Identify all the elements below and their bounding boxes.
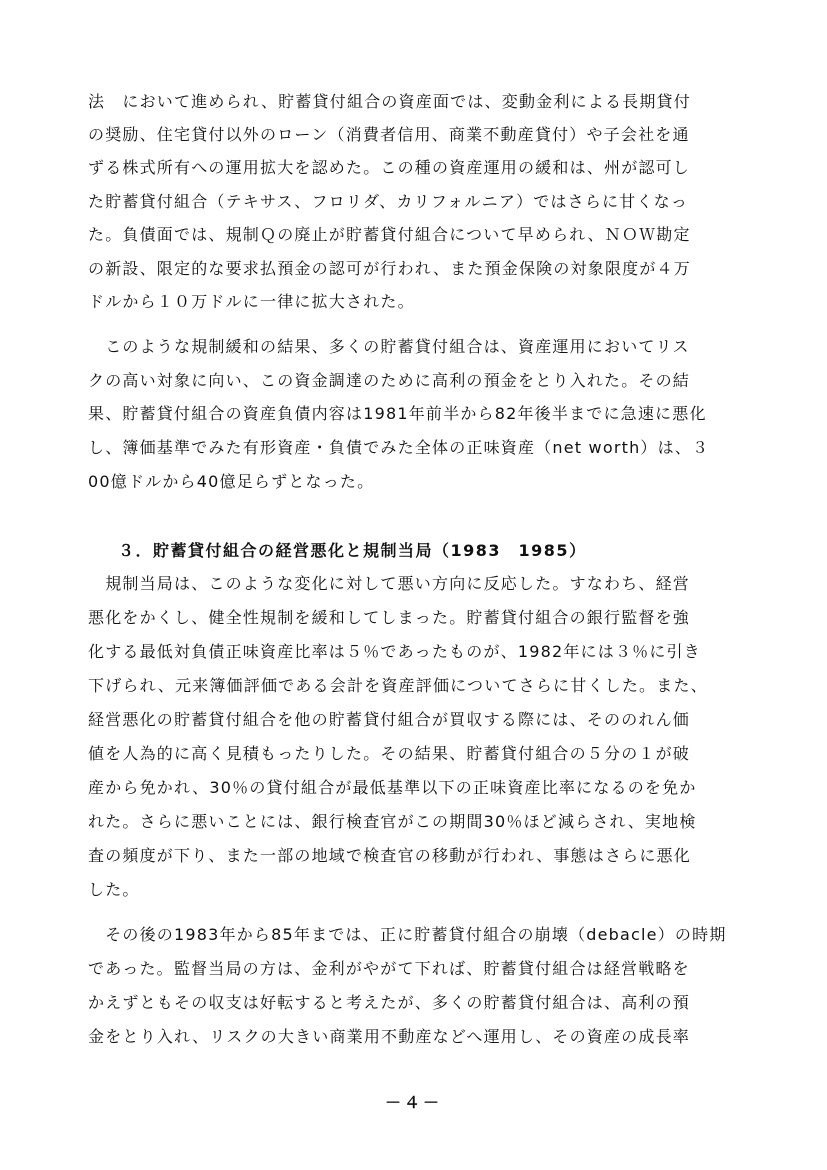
text-line: かえずともその収支は好転すると考えたが、多くの貯蓄貸付組合は、高利の預 [88,993,691,1012]
text-line: であった。監督当局の方は、金利がやがて下れば、貯蓄貸付組合は経営戦略を [88,959,690,978]
text-line: た貯蓄貸付組合（テキサス、フロリダ、カリフォルニア）ではさらに甘くなっ [88,192,689,211]
page-number: －４－ [384,1093,442,1112]
text-line: 00億ドルから40億足らずとなった。 [88,472,375,491]
text-line: 査の頻度が下り、また一部の地域で検査官の移動が行われ、事態はさらに悪化 [88,846,691,865]
text-line: 産から免かれ、30％の貸付組合が最低基準以下の正味資産比率になるのを免か [88,778,697,797]
text-line: ドルから１０万ドルに一律に拡大された。 [88,292,415,311]
text-line: 規制当局は、このような変化に対して悪い方向に反応した。すなわち、経営 [88,574,691,593]
text-line: その後の1983年から85年までは、正に貯蓄貸付組合の崩壊（debacle）の時期 [88,925,727,944]
text-line: ずる株式所有への運用拡大を認めた。この種の資産運用の緩和は、州が認可し [88,158,691,177]
text-line: 金をとり入れ、リスクの大きい商業用不動産などへ運用し、その資産の成長率 [88,1027,691,1046]
text-line: このような規制緩和の結果、多くの貯蓄貸付組合は、資産運用においてリス [88,337,690,356]
text-line: クの高い対象に向い、この資金調達のために高利の預金をとり入れた。その結 [88,371,691,390]
section-heading: ３．貯蓄貸付組合の経営悪化と規制当局（1983 1985） [118,541,587,560]
text-line: 経営悪化の貯蓄貸付組合を他の貯蓄貸付組合が買収する際には、そののれん価 [88,710,691,729]
text-line: した。 [88,880,140,899]
text-line: の新設、限定的な要求払預金の認可が行われ、また預金保険の対象限度が４万 [88,259,691,278]
text-line: 化する最低対負債正味資産比率は５％であったものが、1982年には３％に引き [88,642,701,661]
text-line: し、簿価基準でみた有形資産・負債でみた全体の正味資産（net worth）は、３ [88,438,710,457]
text-line: 下げられ、元来簿価評価である会計を資産評価についてさらに甘くした。また、 [88,676,708,695]
text-line: の奨励、住宅貸付以外のローン（消費者信用、商業不動産貸付）や子会社を通 [88,125,690,144]
text-line: た。負債面では、規制Ｑの廃止が貯蓄貸付組合について早められ、ＮＯＷ勘定 [88,225,691,244]
text-line: 果、貯蓄貸付組合の資産負債内容は1981年前半から82年後半までに急速に悪化 [88,404,707,423]
text-line: 値を人為的に高く見積もったりした。その結果、貯蓄貸付組合の５分の１が破 [88,744,691,763]
text-line: れた。さらに悪いことには、銀行検査官がこの期間30％ほど減らされ、実地検 [88,812,697,831]
text-line: 悪化をかくし、健全性規制を緩和してしまった。貯蓄貸付組合の銀行監督を強 [88,608,691,627]
text-line: 法 において進められ、貯蓄貸付組合の資産面では、変動金利による長期貸付 [88,92,691,111]
